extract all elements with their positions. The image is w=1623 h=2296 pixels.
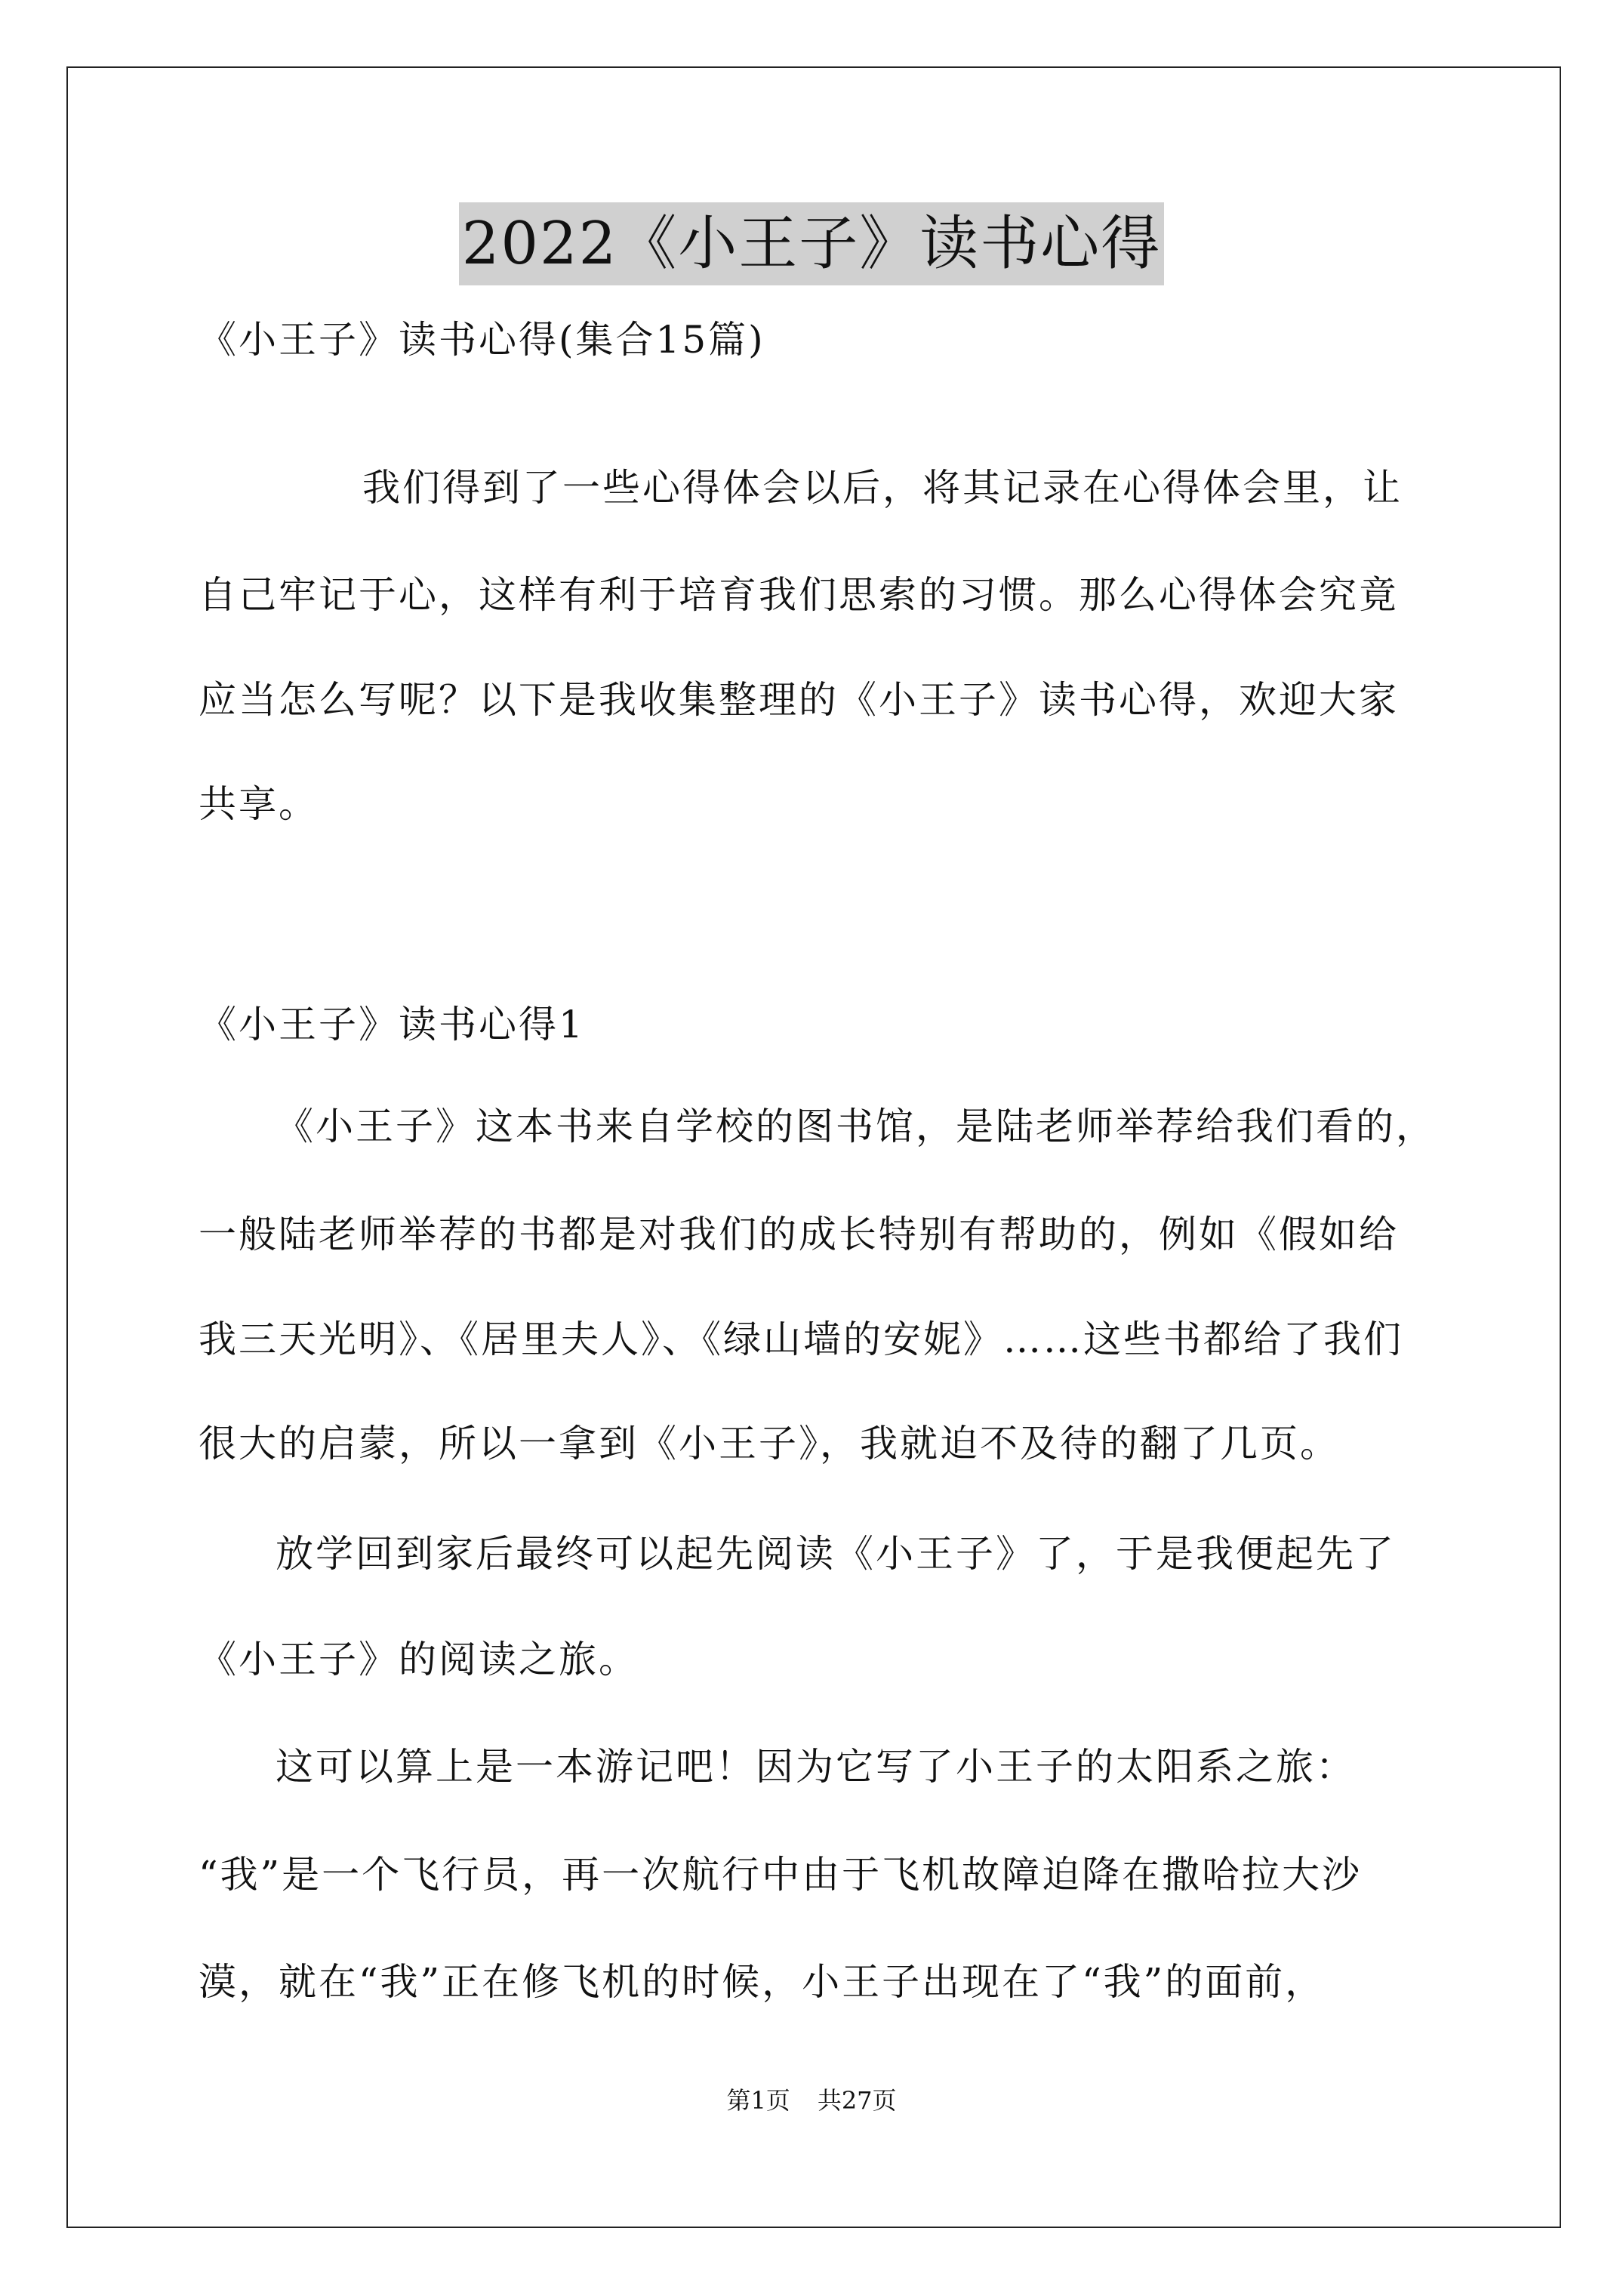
page-footer <box>0 2085 1623 2116</box>
paragraph-line: 这可以算上是一本游记吧！因为它写了小王子的太阳系之旅： <box>276 1745 1356 1789</box>
paragraph-line: 一般陆老师举荐的书都是对我们的成长特别有帮助的，例如《假如给 <box>199 1213 1399 1256</box>
page-total: 共27页 <box>817 2086 897 2115</box>
paragraph-line: 放学回到家后最终可以起先阅读《小王子》了，于是我便起先了 <box>276 1532 1396 1576</box>
paragraph-line: 自己牢记于心，这样有利于培育我们思索的习惯。那么心得体会究竟 <box>199 573 1399 617</box>
paragraph-line: 《小王子》这本书来自学校的图书馆，是陆老师举荐给我们看的， <box>276 1105 1436 1148</box>
paragraph-line: 我们得到了一些心得体会以后，将其记录在心得体会里，让 <box>362 466 1403 510</box>
section-heading: 《小王子》读书心得1 <box>199 1003 585 1046</box>
paragraph-line: 很大的启蒙，所以一拿到《小王子》，我就迫不及待的翻了几页。 <box>199 1422 1340 1465</box>
paragraph-line: 我三天光明》、《居里夫人》、《绿山墙的安妮》……这些书都给了我们 <box>199 1318 1403 1361</box>
title-container <box>0 202 1623 285</box>
paragraph-line: 共享。 <box>199 782 319 826</box>
paragraph-line: 《小王子》的阅读之旅。 <box>199 1638 639 1681</box>
subtitle-line: 《小王子》读书心得(集合15篇) <box>199 318 765 362</box>
document-title: 2022《小王子》读书心得 <box>459 202 1165 285</box>
paragraph-line: “我”是一个飞行员，再一次航行中由于飞机故障迫降在撒哈拉大沙 <box>199 1853 1363 1897</box>
page-number: 第1页 <box>726 2086 790 2115</box>
paragraph-line: 漠，就在“我”正在修飞机的时候，小王子出现在了“我”的面前， <box>199 1960 1326 2004</box>
paragraph-line: 应当怎么写呢？以下是我收集整理的《小王子》读书心得，欢迎大家 <box>199 678 1399 722</box>
